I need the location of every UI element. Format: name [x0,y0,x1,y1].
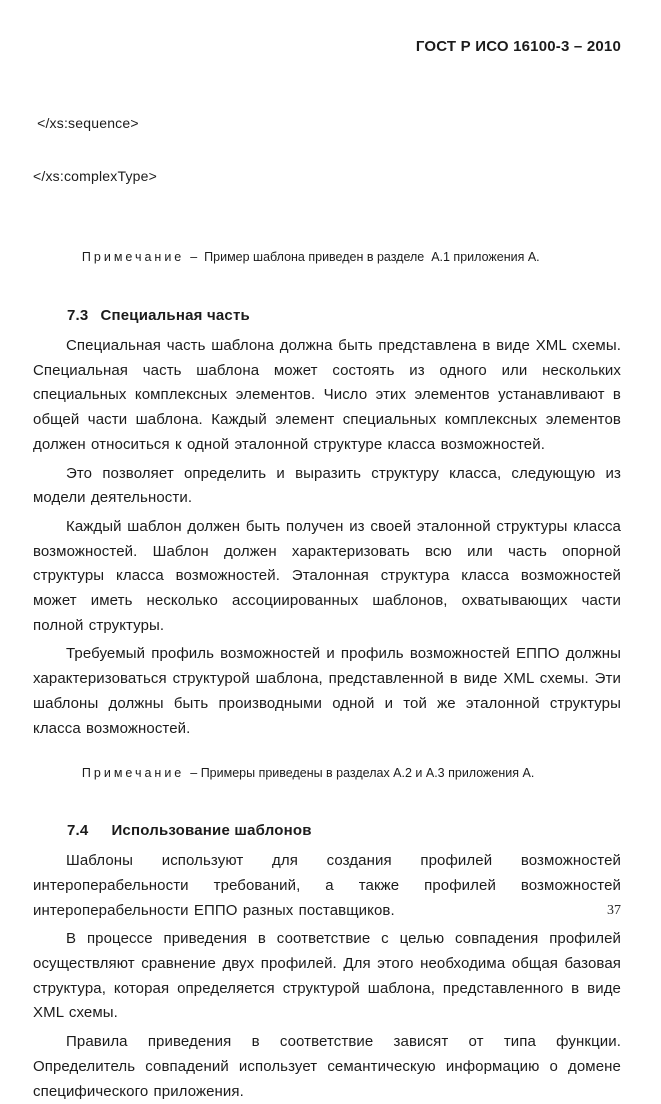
note-text: – Пример шаблона приведен в разделе А.1 приложения А. [190,250,540,264]
paragraph: В процессе приведения в соответствие с целью совпадения профилей осуществляют сравнение двух профилей. Для этого необходима общая базовая структура, которая определяется структурой шаблона, представленного в виде XML схемы. [33,930,621,1022]
paragraph: Это позволяет определить и выразить структуру класса, следующую из модели деятельности. [33,464,621,507]
note-2 [33,746,621,800]
note-1 [33,230,621,284]
section-number: 7.4 [67,822,89,840]
paragraph: Каждый шаблон должен быть получен из своей эталонной структуры класса возможностей. Шаблон должен характеризовать всю или часть опорной структуры класса возможностей. Эталонная структура класса возможностей может иметь несколько ассоциированных шаблонов, охватывающих части полной структуры. [33,517,621,634]
note-label: Примечание [81,250,185,264]
paragraph: Требуемый профиль возможностей и профиль возможностей ЕППО должны характеризоваться структурой шаблона, представленной в виде XML схемы. Эти шаблоны должны быть производными одной и той же эталонной структуры класса возможностей. [33,645,621,737]
section-number: 7.3 [67,307,89,324]
page-number: 37 [607,903,621,918]
section-title: Специальная часть [100,307,250,324]
section-7-3-heading [33,306,621,326]
section-7-3-body [33,334,621,741]
paragraph: Правила приведения в соответствие зависят от типа функции. Определитель совпадений использует семантическую информацию о домене специфического приложения. [33,1033,621,1100]
paragraph: Шаблоны используют для создания профилей возможностей интероперабельности требований, а также профилей возможностей интероперабельности ЕППО разных поставщиков. [33,852,621,919]
paragraph: Специальная часть шаблона должна быть представлена в виде XML схемы. Специальная часть шаблона может состоять из одного или нескольких специальных комплексных элементов. Число этих элементов устанавливают в общей части шаблона. Каждый элемент специальных комплексных элементов должен относиться к одной эталонной структуре класса возможностей. [33,337,621,453]
document-header: ГОСТ Р ИСО 16100-3 – 2010 [415,38,621,55]
note-text: – Примеры приведены в разделах А.2 и А.3 приложения А. [190,766,535,781]
note-label: Примечание [81,766,185,781]
code-line: </xs:sequence> [33,115,139,131]
xml-code-block [33,80,621,220]
section-7-4-heading [33,821,621,841]
section-title: Использование шаблонов [111,822,312,840]
code-line: </xs:complexType> [33,167,158,184]
section-7-4-body [33,849,621,1104]
